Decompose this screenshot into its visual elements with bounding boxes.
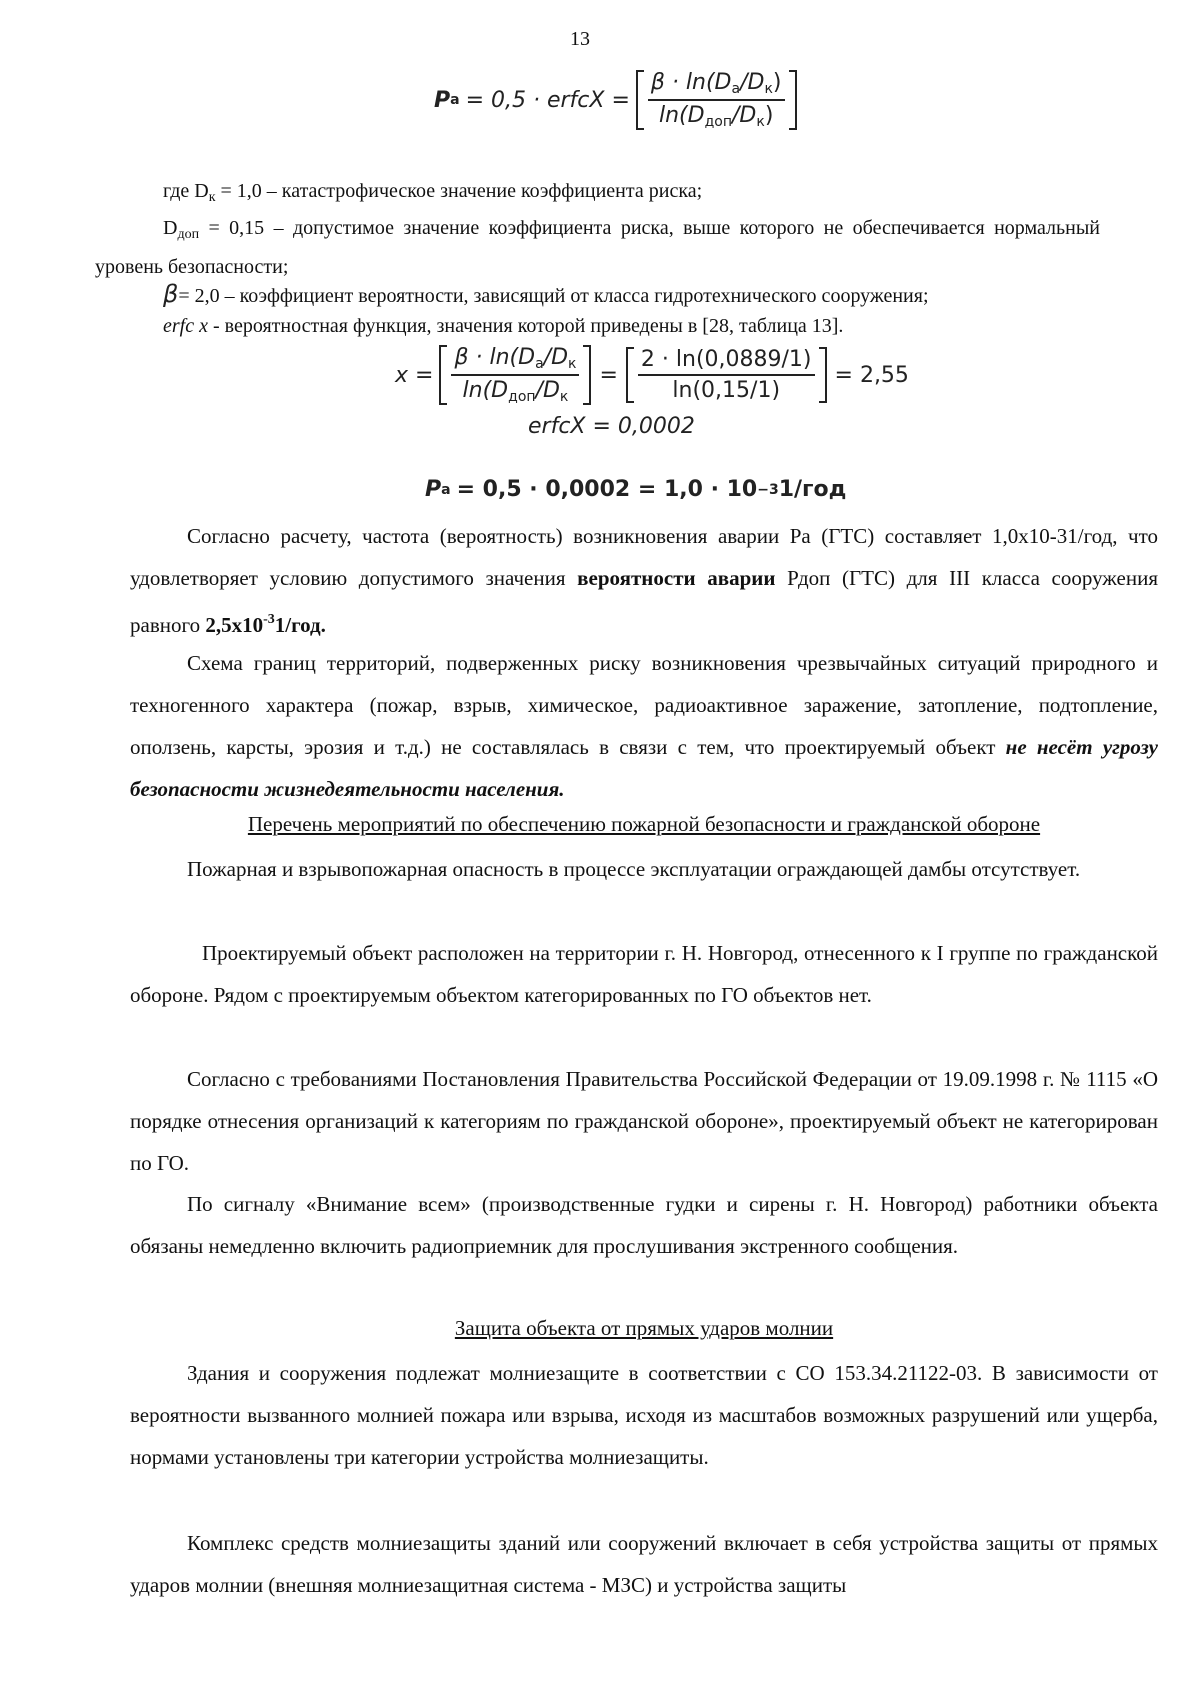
- denominator-sub-dop: доп: [704, 114, 732, 130]
- para4-text: Проектируемый объект расположен на территории г. Н. Новгород, отнесенного к I группе по гражданской обороне. Рядом с проектируемым объектом категорированных по ГО объектов нет.: [130, 941, 1158, 1007]
- definition-dk-prefix: где D: [163, 180, 209, 202]
- para1-bold-a: вероятности аварии: [577, 566, 776, 590]
- para6-text: По сигналу «Внимание всем» (производственные гудки и сирены г. Н. Новгород) работники объекта обязаны немедленно включить радиоприемник для прослушивания экстренного сообщения.: [130, 1192, 1158, 1258]
- paragraph-civil-defense-group: [130, 932, 1158, 1016]
- formula-x-result: = 2,55: [834, 362, 909, 388]
- para3-text: Пожарная и взрывопожарная опасность в процессе эксплуатации ограждающей дамбы отсутствует.: [187, 857, 1081, 881]
- paragraph-alert-signal: [130, 1183, 1158, 1267]
- paragraph-fire-hazard: [130, 848, 1158, 890]
- denominator-sub-k: к: [756, 114, 765, 130]
- para7-text: Здания и сооружения подлежат молниезащите в соответствии с СО 153.34.21122-03. В зависимости от вероятности вызванного молнией пожара или взрыва, исходя из масштабов возможных разрушений или ущерба, нормами установлены три категории устройства молниезащиты.: [130, 1361, 1158, 1469]
- paragraph-lightning-means: [130, 1522, 1158, 1606]
- definition-beta: [163, 280, 929, 308]
- definition-ddop: [95, 212, 1100, 283]
- fraction-numerator: β · ln(D: [650, 70, 732, 95]
- definition-dk-sub: к: [208, 190, 216, 205]
- paragraph-lightning-categories: [130, 1352, 1158, 1478]
- paragraph-accident-probability: [130, 515, 1158, 646]
- para1-bold-sup: -3: [263, 612, 275, 627]
- x-numerator-1-sub-a: а: [535, 356, 544, 372]
- para1-bold-c: 1/год.: [274, 613, 326, 637]
- x-denominator-2: ln(0,15/1): [672, 378, 781, 403]
- numerator-sub-a: а: [731, 81, 741, 97]
- formula-x-eq: =: [599, 362, 618, 388]
- para1-bold-b: 2,5х10: [205, 613, 264, 637]
- pa-value-lhs-sub: а: [441, 481, 451, 498]
- formula-x-fraction-2: [626, 347, 827, 403]
- numerator-sub-k: к: [764, 81, 773, 97]
- numerator-mid: /D: [740, 70, 765, 95]
- erfc-name: erfc x: [163, 315, 208, 337]
- formula-pa-mid: = 0,5 · erfcX =: [465, 87, 630, 113]
- para5-text: Согласно с требованиями Постановления Правительства Российской Федерации от 19.09.1998 г. № 1115 «О порядке отнесения организаций к категориям по гражданской обороне», проектируемый объект не категорирован по ГО.: [130, 1067, 1158, 1175]
- x-numerator-2: 2 · ln(0,0889/1): [638, 347, 815, 376]
- x-numerator-1-mid: /D: [543, 345, 569, 370]
- definition-beta-text: = 2,0 – коэффициент вероятности, зависящий от класса гидротехнического сооружения;: [178, 285, 929, 307]
- para2-text: Схема границ территорий, подверженных риску возникновения чрезвычайных ситуаций природного и техногенного характера (пожар, взрыв, химическое, радиоактивное заражение, затопление, подтопление, оползень, карсты, эрозия и т.д.) не составлялась в связи с тем, что проектируемый объект: [130, 651, 1158, 759]
- formula-x-lhs: x =: [395, 362, 434, 388]
- x-numerator-1-sub-k: к: [568, 356, 577, 372]
- paragraph-risk-map: [130, 642, 1158, 810]
- pa-value-lhs: P: [425, 477, 442, 502]
- definition-erfc-text: - вероятностная функция, значения которой приведены в [28, таблица 13].: [207, 315, 844, 337]
- formula-x: [395, 345, 909, 405]
- formula-pa-fraction: [636, 70, 797, 130]
- definition-ddop-prefix: D: [163, 217, 178, 239]
- pa-value-exponent: −3: [757, 481, 779, 498]
- fraction-denominator: ln(D: [658, 103, 705, 128]
- denominator-end: ): [764, 103, 774, 128]
- definition-erfc: [163, 315, 843, 338]
- heading-lightning-protection: Защита объекта от прямых ударов молнии: [454, 1316, 834, 1340]
- definition-ddop-sub: доп: [177, 227, 200, 242]
- heading-fire-safety: Перечень мероприятий по обеспечению пожарной безопасности и гражданской обороне: [247, 812, 1041, 836]
- definition-ddop-text: = 0,15 – допустимое значение коэффициента риска, выше которого не обеспечивается нормальный уровень безопасности;: [95, 217, 1100, 278]
- para8-text: Комплекс средств молниезащиты зданий или сооружений включает в себя устройства защиты от прямых ударов молнии (внешняя молниезащитная система - МЗС) и устройства защиты: [130, 1531, 1158, 1597]
- x-denominator-1-sub-dop: доп: [508, 389, 536, 405]
- para1-text-a: Согласно расчету, частота (вероятность) возникновения аварии Ра (ГТС) составляет 1,0х10-31/год, что удовлетворяет условию допустимого значения: [130, 524, 1158, 590]
- numerator-end: ): [772, 70, 782, 95]
- paragraph-government-decree: [130, 1058, 1158, 1184]
- page-number: 13: [570, 28, 590, 50]
- definition-dk-text: = 1,0 – катастрофическое значение коэффициента риска;: [215, 180, 703, 202]
- definition-dk: [163, 180, 702, 206]
- para2-emphasis: не несёт угрозу безопасности жизнедеятельности населения.: [130, 735, 1158, 801]
- x-numerator-1: β · ln(D: [454, 345, 536, 370]
- formula-erfc: erfcX = 0,0002: [528, 414, 695, 439]
- pa-value-unit: 1/год: [778, 477, 847, 502]
- beta-symbol: β: [163, 280, 179, 308]
- x-denominator-1-sub-k: к: [559, 389, 569, 405]
- denominator-mid: /D: [731, 103, 757, 128]
- pa-value-rhs: = 0,5 · 0,0002 = 1,0 · 10: [456, 477, 758, 502]
- formula-pa: [434, 70, 797, 130]
- x-denominator-1: ln(D: [462, 378, 509, 403]
- x-denominator-1-mid: /D: [535, 378, 560, 403]
- formula-x-fraction-1: [439, 345, 591, 405]
- formula-pa-value: [425, 477, 846, 502]
- formula-pa-lhs: P: [434, 87, 451, 113]
- formula-pa-lhs-sub: а: [450, 92, 460, 108]
- para1-text-b: Рдоп (ГТС) для III класса сооружения равного: [130, 566, 1158, 637]
